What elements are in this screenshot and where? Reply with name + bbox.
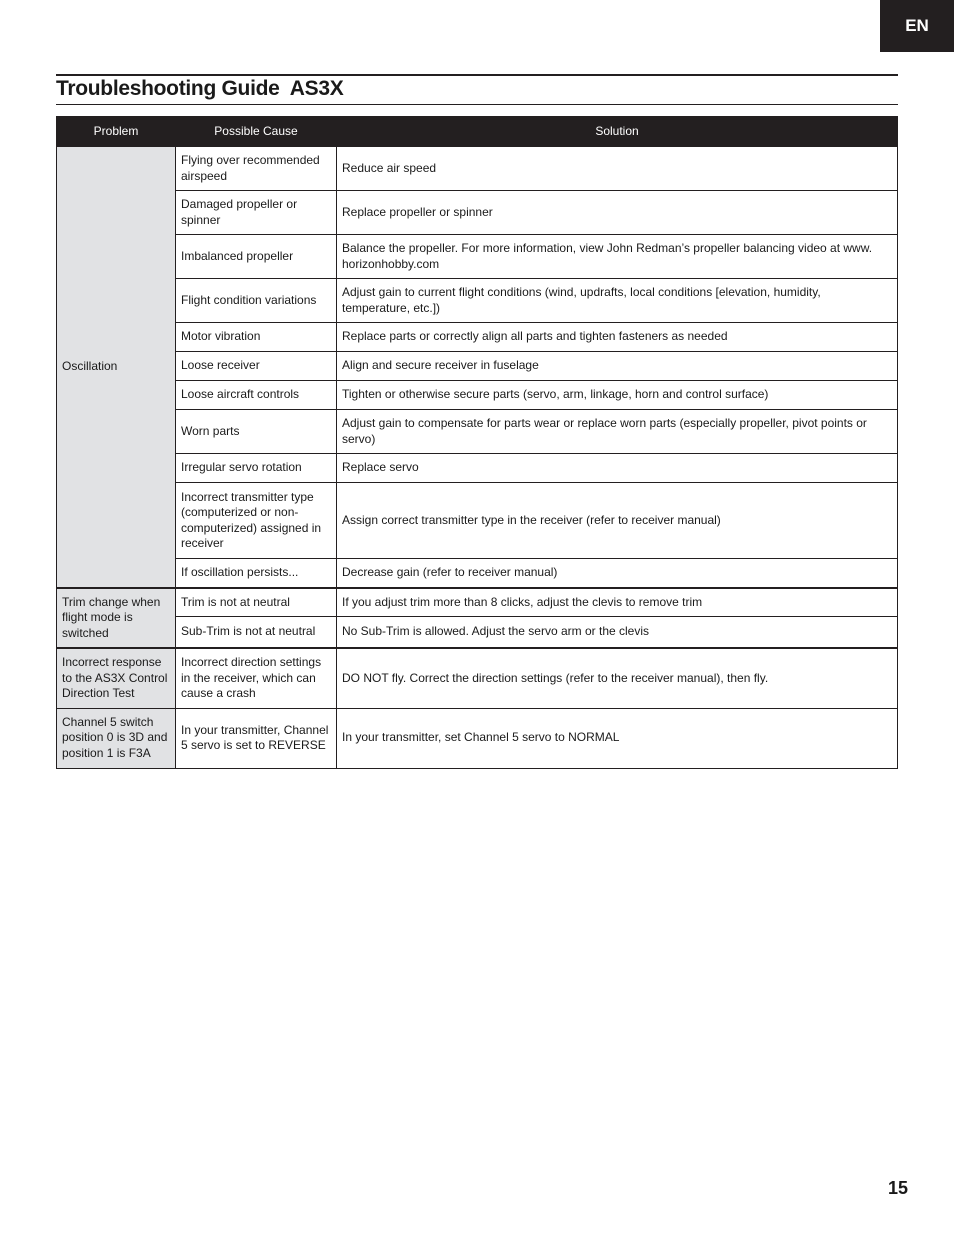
column-header-problem: Problem bbox=[57, 117, 176, 147]
table-row bbox=[57, 279, 898, 323]
solution-cell: Replace servo bbox=[337, 454, 898, 483]
table-row bbox=[57, 708, 898, 768]
table-row bbox=[57, 410, 898, 454]
language-tab-label: EN bbox=[905, 16, 929, 35]
table-row bbox=[57, 648, 898, 708]
problem-cell: Incorrect response to the AS3X Control Direction Test bbox=[57, 648, 176, 708]
title-rule-bottom bbox=[56, 104, 898, 105]
table-row bbox=[57, 235, 898, 279]
cause-cell: Trim is not at neutral bbox=[176, 588, 337, 617]
cause-cell: Incorrect transmitter type (computerized or non-computerized) assigned in receiver bbox=[176, 483, 337, 559]
cause-cell: Loose receiver bbox=[176, 352, 337, 381]
cause-cell: Loose aircraft controls bbox=[176, 381, 337, 410]
solution-cell: Balance the propeller. For more information, view John Redman’s propeller balancing video at www. horizonhobby.com bbox=[337, 235, 898, 279]
solution-cell: Tighten or otherwise secure parts (servo, arm, linkage, horn and control surface) bbox=[337, 381, 898, 410]
solution-cell: Adjust gain to compensate for parts wear or replace worn parts (especially propeller, pivot points or servo) bbox=[337, 410, 898, 454]
cause-cell: Motor vibration bbox=[176, 323, 337, 352]
solution-cell: Reduce air speed bbox=[337, 147, 898, 191]
page-number: 15 bbox=[887, 1178, 908, 1198]
problem-cell: Channel 5 switch position 0 is 3D and position 1 is F3A bbox=[57, 708, 176, 768]
cause-cell: Flight condition variations bbox=[176, 279, 337, 323]
table-row bbox=[57, 323, 898, 352]
solution-cell: Replace propeller or spinner bbox=[337, 191, 898, 235]
solution-cell: In your transmitter, set Channel 5 servo to NORMAL bbox=[337, 708, 898, 768]
table-row bbox=[57, 617, 898, 648]
title-rule-top bbox=[56, 74, 898, 76]
cause-cell: Incorrect direction settings in the receiver, which can cause a crash bbox=[176, 648, 337, 708]
page-title: Troubleshooting Guide AS3X bbox=[56, 77, 344, 100]
table-row bbox=[57, 559, 898, 588]
solution-cell: Adjust gain to current flight conditions (wind, updrafts, local conditions [elevation, humidity, temperature, etc.]) bbox=[337, 279, 898, 323]
cause-cell: In your transmitter, Channel 5 servo is set to REVERSE bbox=[176, 708, 337, 768]
solution-cell: If you adjust trim more than 8 clicks, adjust the clevis to remove trim bbox=[337, 588, 898, 617]
column-header-possible-cause: Possible Cause bbox=[176, 117, 337, 147]
solution-cell: Replace parts or correctly align all parts and tighten fasteners as needed bbox=[337, 323, 898, 352]
cause-cell: If oscillation persists... bbox=[176, 559, 337, 588]
table-row bbox=[57, 352, 898, 381]
table-row bbox=[57, 588, 898, 617]
solution-cell: Align and secure receiver in fuselage bbox=[337, 352, 898, 381]
cause-cell: Sub-Trim is not at neutral bbox=[176, 617, 337, 648]
solution-cell: Assign correct transmitter type in the receiver (refer to receiver manual) bbox=[337, 483, 898, 559]
cause-cell: Worn parts bbox=[176, 410, 337, 454]
cause-cell: Damaged propeller or spinner bbox=[176, 191, 337, 235]
table-row bbox=[57, 483, 898, 559]
table-row bbox=[57, 381, 898, 410]
language-tab bbox=[880, 0, 954, 52]
solution-cell: DO NOT fly. Correct the direction settings (refer to the receiver manual), then fly. bbox=[337, 648, 898, 708]
cause-cell: Irregular servo rotation bbox=[176, 454, 337, 483]
column-header-solution: Solution bbox=[337, 117, 898, 147]
cause-cell: Imbalanced propeller bbox=[176, 235, 337, 279]
table-row bbox=[57, 191, 898, 235]
problem-cell: Oscillation bbox=[57, 147, 176, 588]
problem-cell: Trim change when flight mode is switched bbox=[57, 588, 176, 649]
table-row bbox=[57, 454, 898, 483]
table-header-row bbox=[57, 117, 898, 147]
cause-cell: Flying over recommended airspeed bbox=[176, 147, 337, 191]
solution-cell: Decrease gain (refer to receiver manual) bbox=[337, 559, 898, 588]
table-row bbox=[57, 147, 898, 191]
solution-cell: No Sub-Trim is allowed. Adjust the servo arm or the clevis bbox=[337, 617, 898, 648]
troubleshooting-table bbox=[56, 116, 898, 769]
